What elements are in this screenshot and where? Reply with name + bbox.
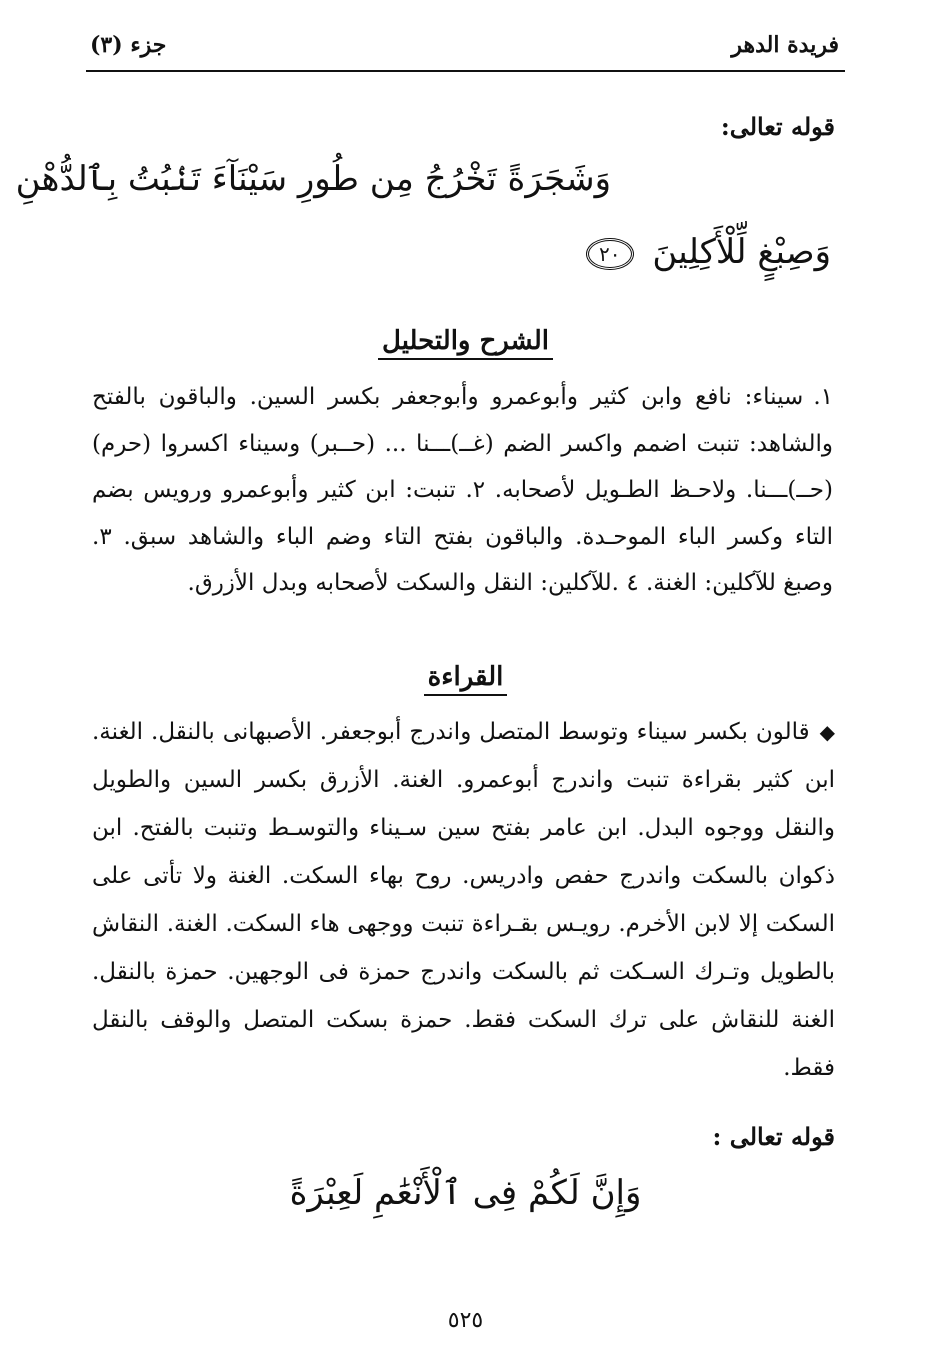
running-title: فريدة الدهر (731, 32, 839, 58)
explanation-title-text: الشرح والتحليل (378, 326, 553, 360)
ayah-number-marker: ٢٠ (586, 238, 633, 270)
quran-verse-text: وَصِبْغٍ لِّلْأَكِلِينَ (652, 232, 831, 272)
part-label: جزء (٣) (90, 32, 167, 58)
header-divider (86, 70, 845, 72)
quran-verse-2: وَإِنَّ لَكُمْ فِى ٱلْأَنْعَٰمِ لَعِبْرَةً (289, 1173, 642, 1213)
reading-paragraph (92, 708, 835, 1092)
verse-intro-2: قوله تعالى : (712, 1122, 835, 1151)
reading-text: قالون بكسر سيناء وتوسط المتصل واندرج أبوجعفر. الأصبهانى بالنقل. الغنة. ابن كثير بقراءة تنبت واندرج أبوعمرو. الغنة. الأزرق بكسر السين والطويل والنقل ووجوه البدل. ابن عامر بفتح سين سـيناء والتوسـط وتنبت بالفتح. ابن ذكوان بالسكت واندرج حفص وادريس. روح بهاء السكت. الغنة ولا تأتى على السكت إلا لابن الأخرم. رويـس بقـراءة تنبت ووجهى هاء السكت. الغنة. النقاش بالطويل وتـرك السـكت ثم بالسكت واندرج حمزة فى الوجهين. حمزة بالنقل. الغنة للنقاش على ترك السكت فقط. حمزة بسكت المتصل والوقف بالنقل فقط. (92, 719, 835, 1081)
page-number: ٥٢٥ (447, 1308, 484, 1333)
reading-title (0, 662, 931, 692)
verse-intro: قوله تعالى: (720, 112, 835, 141)
explanation-paragraph (92, 374, 833, 607)
reading-title-text: القراءة (424, 662, 508, 696)
explanation-title (0, 326, 931, 356)
quran-verse-line-1: وَشَجَرَةً تَخْرُجُ مِن طُورِ سَيْنَآءَ تَنۢبُتُ بِٱلدُّهْنِ (15, 159, 611, 199)
explanation-text: سيناء: نافع وابن كثير وأبوعمرو وأبوجعفر بكسر السين. والباقون بالفتح والشاهد: تنبت اضمم واكسر الضم (غــ)ـــنا ... (حــبر) وسيناء اكسروا (حرم) (حــ)ـــنا. ولاحـظ الطـويل لأصحابه. ٢. تنبت: ابن كثير وأبوعمرو ورويس بضم التاء وكسر الباء الموحـدة. والباقون بفتح التاء وضم الباء والشاهد سبق. ٣. وصبغ للآكلين: الغنة. ٤ .للآكلين: النقل والسكت لأصحابه وبدل الأزرق. (92, 384, 833, 596)
diamond-bullet-icon: ◆ (819, 720, 835, 744)
list-number: ١. (813, 384, 833, 410)
quran-verse-line-2 (586, 232, 831, 272)
